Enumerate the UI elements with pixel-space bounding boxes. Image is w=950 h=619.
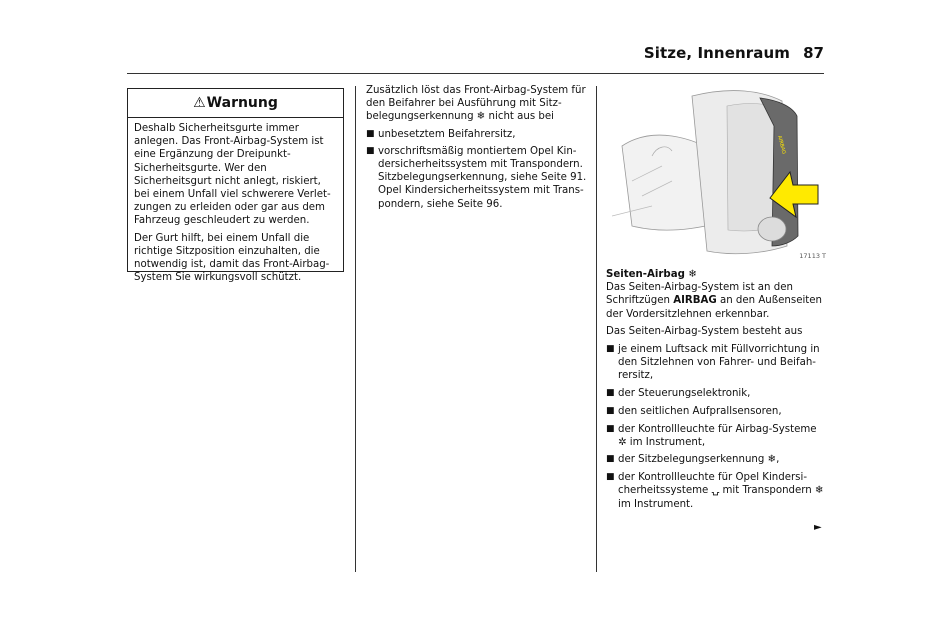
list-item — [606, 471, 824, 511]
page-header-title: Sitze, Innenraum — [643, 44, 790, 62]
bullet-square-icon: ■ — [606, 472, 615, 483]
bullet-square-icon: ■ — [606, 344, 615, 355]
bullet-square-icon: ■ — [366, 128, 375, 139]
header-rule — [127, 73, 824, 74]
list-item — [606, 343, 824, 383]
para-text: Das Seiten-Airbag-System ist an den Schriftzügen — [606, 282, 793, 307]
column2-intro: Zusätzlich löst das Front-Airbag-System für den Beifahrer bei Ausführung mit Sitzbelegungserkennung ❄ nicht aus bei — [366, 85, 586, 123]
column-3 — [606, 268, 824, 515]
warning-box — [127, 88, 344, 284]
warning-heading-text: Warnung — [206, 95, 278, 111]
seat-airbag-illustration — [612, 86, 826, 260]
seat-drawing — [612, 86, 826, 260]
warning-paragraph-2: Der Gurt hilft, bei einem Unfall die richtige Sitzposition einzuhalten, die notwendig ist, damit das Front-Airbag-System Sie wirkungsvoll schützt. — [134, 232, 330, 284]
column3-paragraph-2: Das Seiten-Airbag-System besteht aus — [606, 326, 803, 338]
list-item-text: je einem Luftsack mit Füllvorrichtung in den Sitzlehnen von Fahrer- und Beifahrersitz, — [618, 344, 820, 382]
warning-paragraph-1: Deshalb Sicherheitsgurte immer anlegen. Das Front-Airbag-System ist eine Ergänzung der Dreipunkt-Sicherheitsgurte. Wer den Sicherheitsgurt nicht anlegt, riskiert, bei einem Unfall viel schwerere Verletzungen zu erleiden oder gar aus dem Fahrzeug geschleudert zu werden. — [134, 123, 331, 227]
bullet-square-icon: ■ — [606, 388, 615, 399]
list-item — [366, 145, 588, 211]
column3-paragraph-1 — [606, 281, 824, 321]
seat-airbag-label: AIRBAG — [776, 134, 787, 155]
page-number: 87 — [803, 44, 824, 62]
list-item-text: den seitlichen Aufprallsensoren, — [618, 405, 782, 417]
continue-arrow-icon: ► — [814, 522, 822, 533]
column-divider-left — [355, 86, 356, 572]
bullet-square-icon: ■ — [606, 405, 615, 416]
list-item — [606, 405, 824, 418]
list-item-text: vorschriftsmäßig montiertem Opel Kindersicherheitssystem mit Transpondern. Sitzbelegungserkennung, siehe Seite 91. Opel Kindersicherheitssystem mit Transpondern, siehe Seite 96. — [378, 145, 587, 210]
side-airbag-heading: Seiten-Airbag ❄ — [606, 269, 697, 280]
warning-triangle-icon: ⚠ — [193, 95, 206, 111]
para-text: an den Außenseiten der Vordersitzlehnen erkennbar. — [606, 295, 823, 320]
bullet-square-icon: ■ — [606, 454, 615, 465]
bullet-square-icon: ■ — [606, 423, 615, 434]
airbag-label-bold: AIRBAG — [673, 295, 717, 307]
list-item-text: unbesetztem Beifahrersitz, — [378, 128, 516, 140]
figure-code: 17113 T — [799, 252, 826, 260]
list-item-text: der Sitzbelegungserkennung ❄, — [618, 454, 780, 466]
list-item — [606, 387, 824, 400]
list-item-text: der Steuerungselektronik, — [618, 388, 751, 400]
list-item — [606, 453, 824, 466]
warning-heading — [128, 89, 343, 118]
list-item-text: der Kontrollleuchte für Opel Kindersicherheitssysteme ⍽ mit Transpondern ❄ im Instrument. — [618, 472, 824, 510]
warning-body — [128, 118, 343, 284]
column-divider-right — [596, 86, 597, 572]
list-item-text: der Kontrollleuchte für Airbag-Systeme ✲ im Instrument, — [618, 423, 817, 448]
column-2 — [366, 84, 588, 215]
bullet-square-icon: ■ — [366, 145, 375, 156]
list-item — [606, 423, 824, 449]
list-item — [366, 128, 588, 141]
